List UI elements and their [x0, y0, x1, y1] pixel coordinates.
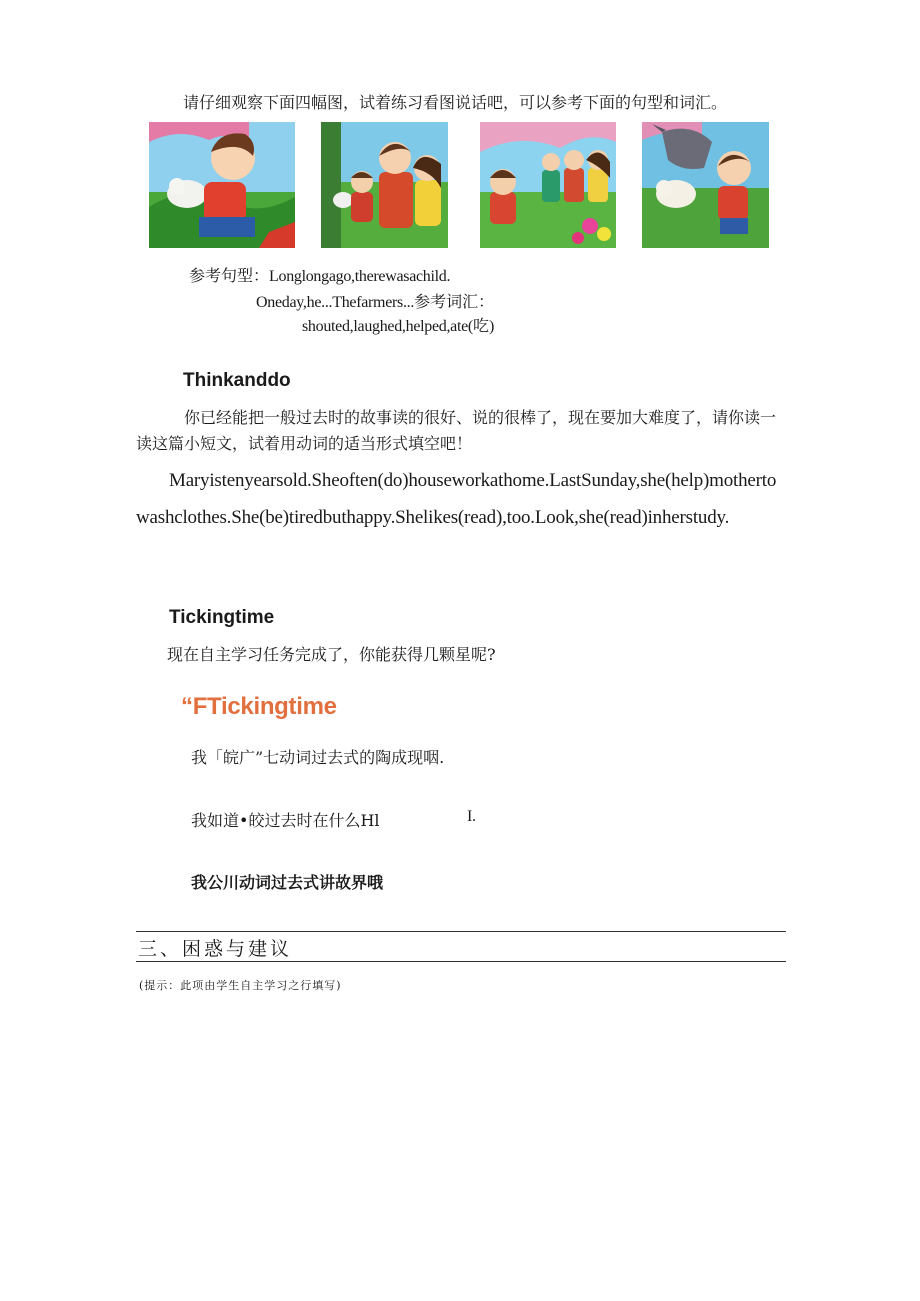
reference-sentence-line1	[189, 263, 450, 286]
fill-in-passage: Maryistenyearsold.Sheoften(do)houseworkathome.LastSunday,she(help)mothertowashclothes.She(be)tiredbuthappy.Shelikes(read),too.Look,she(read)inherstudy.	[136, 470, 777, 528]
section-3-hint: (提示：此项由学生自主学习之行填写)	[139, 979, 342, 992]
wolf-and-sheep-picture-icon	[642, 122, 769, 248]
reference-vocab-label: 参考词汇：	[414, 292, 495, 311]
ticking-time-heading: Tickingtime	[169, 607, 275, 628]
reference-sentence-label: 参考句型：	[189, 266, 270, 285]
children-laughing-picture-icon	[480, 122, 616, 248]
ticking-item-3: 我公川动词过去式讲故界哦	[191, 873, 384, 892]
ticking-question: 现在自主学习任务完成了，你能获得几颗星呢?	[167, 645, 496, 664]
boy-shouting-picture-icon	[149, 122, 295, 248]
reference-vocab-cn: 吃	[472, 316, 489, 335]
ticking-item-2: 我如道•皎过去时在什么Hl	[191, 811, 380, 830]
ticking-item-1: 我「皖广”七动词过去式的陶成现咽.	[191, 748, 445, 767]
intro-text: 请仔细观察下面四幅图，试着练习看图说话吧，可以参考下面的句型和词汇。	[183, 93, 728, 112]
reference-sentence-text: Longlongago,therewasachild.	[269, 268, 451, 285]
think-instruction: 你已经能把一般过去时的故事读的很好、说的很棒了，现在要加大难度了，请你读一读这篇小短文，试着用动词的适当形式填空吧！	[136, 408, 777, 453]
ticking-item-2-end: I.	[467, 808, 476, 825]
think-and-do-heading: Thinkanddo	[183, 370, 291, 391]
farmers-and-boy-picture-icon	[321, 122, 448, 248]
section-3-title: 三、困惑与建议	[138, 938, 293, 960]
section-bottom-rule	[136, 961, 786, 962]
reference-sentence-text-2: Oneday,he...Thefarmers...	[256, 294, 415, 311]
ticking-time-image-title: “FTickingtime	[181, 693, 337, 720]
reference-vocab-close: )	[488, 318, 494, 335]
section-top-rule	[136, 931, 786, 932]
reference-vocab-words: shouted,laughed,helped,ate(	[302, 318, 473, 335]
reference-vocab-line	[302, 313, 494, 336]
reference-sentence-line2	[256, 289, 494, 312]
